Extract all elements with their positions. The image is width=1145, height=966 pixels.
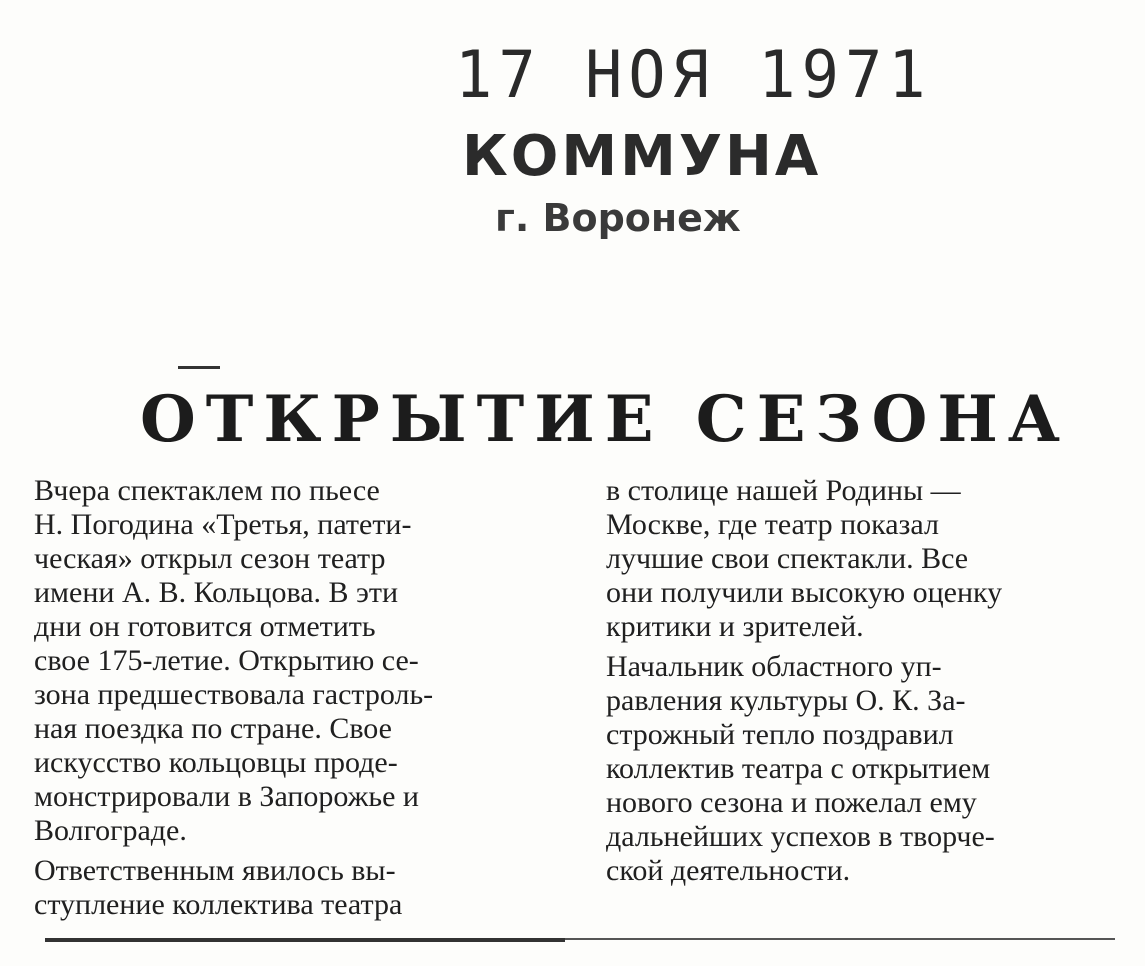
bottom-rule-thick	[45, 938, 565, 942]
article-paragraph: Вчера спектаклем по пьесе Н. Погодина «Третья, патети- ческая» открыл сезон театр имени А. В. Кольцова. В эти дни он готовится отметить свое 175-летие. Открытию се- зона предшествовала гастроль- ная поездка по стране. Свое искусство кольцовцы проде- монстрировали в Запорожье и Волгограде.	[34, 474, 434, 847]
stamp-city: г. Воронеж	[495, 196, 741, 240]
decorative-dash	[178, 366, 220, 369]
article-column-left	[34, 474, 554, 922]
article-paragraph: Ответственным явилось вы- ступление коллектива театра	[34, 854, 403, 921]
stamp-newspaper-name: КОММУНА	[462, 124, 822, 189]
article-headline: ОТКРЫТИЕ СЕЗОНА	[140, 382, 1070, 457]
stamp-date: 17 НОЯ 1971	[455, 36, 932, 113]
article-paragraph: в столице нашей Родины — Москве, где театр показал лучшие свои спектакли. Все они получили высокую оценку критики и зрителей.	[606, 474, 1003, 643]
article-paragraph: Начальник областного уп- равления культуры О. К. За- строжный тепло поздравил коллектив театра с открытием нового сезона и пожелал ему дальнейших успехов в творче- ской деятельности.	[606, 650, 995, 887]
article-column-right	[606, 474, 1130, 888]
